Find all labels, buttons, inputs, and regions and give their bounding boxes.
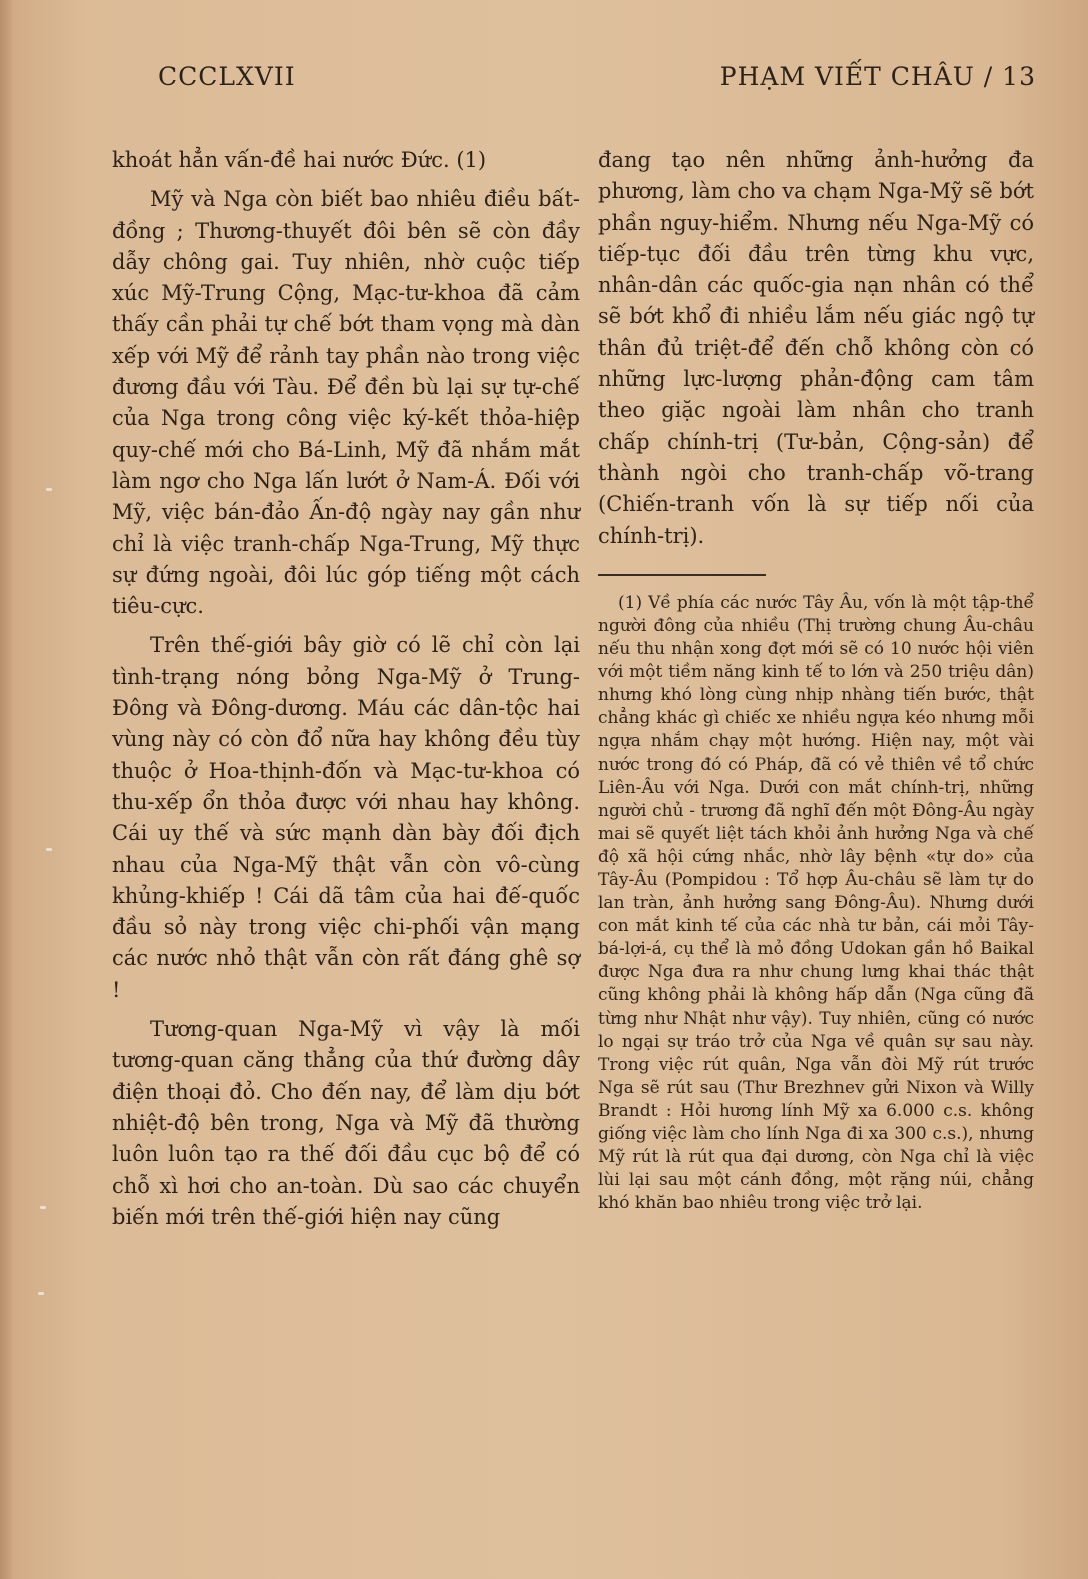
header-chapter-number: CCCLXVII <box>158 62 296 91</box>
paragraph-continued: đang tạo nên những ảnh-hưởng đa phương, làm cho va chạm Nga-Mỹ sẽ bớt phần nguy-hiểm. Nhưng nếu Nga-Mỹ có tiếp-tục đối đầu trên từng khu vực, nhân-dân các quốc-gia nạn nhân có thể sẽ bớt khổ đi nhiều lắm nếu giác ngộ tự thân đủ triệt-để đến chỗ không còn có những lực-lượng phản-động cam tâm theo giặc ngoài làm nhân cho tranh chấp chính-trị (Tư-bản, Cộng-sản) để thành ngòi cho tranh-chấp võ-trang (Chiến-tranh vốn là sự tiếp nối của chính-trị). <box>598 148 1034 548</box>
footnote-divider <box>598 574 766 576</box>
binding-hole-mark <box>46 488 52 491</box>
binding-hole-mark <box>46 848 52 851</box>
paragraph-1: khoát hẳn vấn-đề hai nước Đức. (1) <box>112 148 487 172</box>
footnote-1: (1) Về phía các nước Tây Âu, vốn là một tập-thể người đông của nhiều (Thị trường chung Âu-châu nếu thu nhận xong đợt mới sẽ có 10 nước hội viên với một tiềm năng kinh tế to lớn và 250 triệu dân) nhưng khó lòng cùng nhịp nhàng tiến bước, thật chẳng khác gì chiếc xe nhiều ngựa kéo nhưng mỗi ngựa nhắm chạy một hướng. Hiện nay, một vài nước trong đó có Pháp, đã có vẻ thiên về tổ chức Liên-Âu với Nga. Dưới con mắt chính-trị, những người chủ - trương đã nghĩ đến một Đông-Âu ngày mai sẽ quyết liệt tách khỏi ảnh hưởng Nga và chế độ xã hội cứng nhắc, nhờ lây bệnh «tự do» của Tây-Âu (Pompidou : Tổ hợp Âu-châu sẽ làm tự do lan tràn, ảnh hưởng sang Đông-Âu). Nhưng dưới con mắt kinh tế của các nhà tư bản, cái mỏi Tây-bá-lợi-á, cụ thể là mỏ đồng Udokan gần hồ Baikal được Nga đưa ra như chung lưng khai thác thật cũng không phải là không hấp dẫn (Nga cũng đã từng như Nhật như vậy). Tuy nhiên, cũng có nước lo ngại sự tráo trở của Nga về quân sự sau này. Trong việc rút quân, Nga vẫn đòi Mỹ rút trước Nga sẽ rút sau (Thư Brezhnev gửi Nixon và Willy Brandt : Hỏi hương lính Mỹ xa 6.000 c.s. không giống việc làm cho lính Nga đi xa 300 c.s.), nhưng Mỹ rút là rút qua đại dương, còn Nga chỉ là việc lùi lại sau một cánh đồng, một rặng núi, chẳng khó khăn bao nhiêu trong việc trở lại. <box>598 592 1034 1214</box>
paragraph-2: Mỹ và Nga còn biết bao nhiêu điều bất-đồng ; Thương-thuyết đôi bên sẽ còn đầy dẫy chông gai. Tuy nhiên, nhờ cuộc tiếp xúc Mỹ-Trung Cộng, Mạc-tư-khoa đã cảm thấy cần phải tự chế bớt tham vọng mà dàn xếp với Mỹ để rảnh tay phần nào trong việc đương đầu với Tàu. Để đền bù lại sự tự-chế của Nga trong công việc ký-kết thỏa-hiệp quy-chế mới cho Bá-Linh, Mỹ đã nhắm mắt làm ngơ cho Nga lấn lướt ở Nam-Á. Đối với Mỹ, việc bán-đảo Ấn-độ ngày nay gần như chỉ là việc tranh-chấp Nga-Trung, Mỹ thực sự đứng ngoài, đôi lúc góp tiếng một cách tiêu-cực. <box>112 187 580 619</box>
page-header <box>158 62 1036 102</box>
page-edge-shadow <box>0 0 14 1579</box>
header-author-page: PHẠM VIẾT CHÂU / 13 <box>719 62 1036 91</box>
right-column <box>598 145 1034 1449</box>
binding-hole-mark <box>40 1206 46 1209</box>
paragraph-3: Trên thế-giới bây giờ có lẽ chỉ còn lại tình-trạng nóng bỏng Nga-Mỹ ở Trung-Đông và Đông-dương. Máu các dân-tộc hai vùng này có còn đổ nữa hay không đều tùy thuộc ở Hoa-thịnh-đốn và Mạc-tư-khoa có thu-xếp ổn thỏa được với nhau hay không. Cái uy thế và sức mạnh dàn bày đối địch nhau của Nga-Mỹ thật vẫn còn vô-cùng khủng-khiếp ! Cái dã tâm của hai đế-quốc đầu sỏ này trong việc chi-phối vận mạng các nước nhỏ thật vẫn còn rất đáng ghê sợ ! <box>112 633 580 1002</box>
left-column <box>112 145 580 1449</box>
binding-hole-mark <box>38 1292 44 1295</box>
paragraph-4: Tương-quan Nga-Mỹ vì vậy là mối tương-quan căng thẳng của thứ đường dây điện thoại đỏ. Cho đến nay, để làm dịu bớt nhiệt-độ bên trong, Nga và Mỹ đã thường luôn luôn tạo ra thế đối đầu cục bộ để có chỗ xì hơi cho an-toàn. Dù sao các chuyển biến mới trên thế-giới hiện nay cũng <box>112 1017 580 1229</box>
